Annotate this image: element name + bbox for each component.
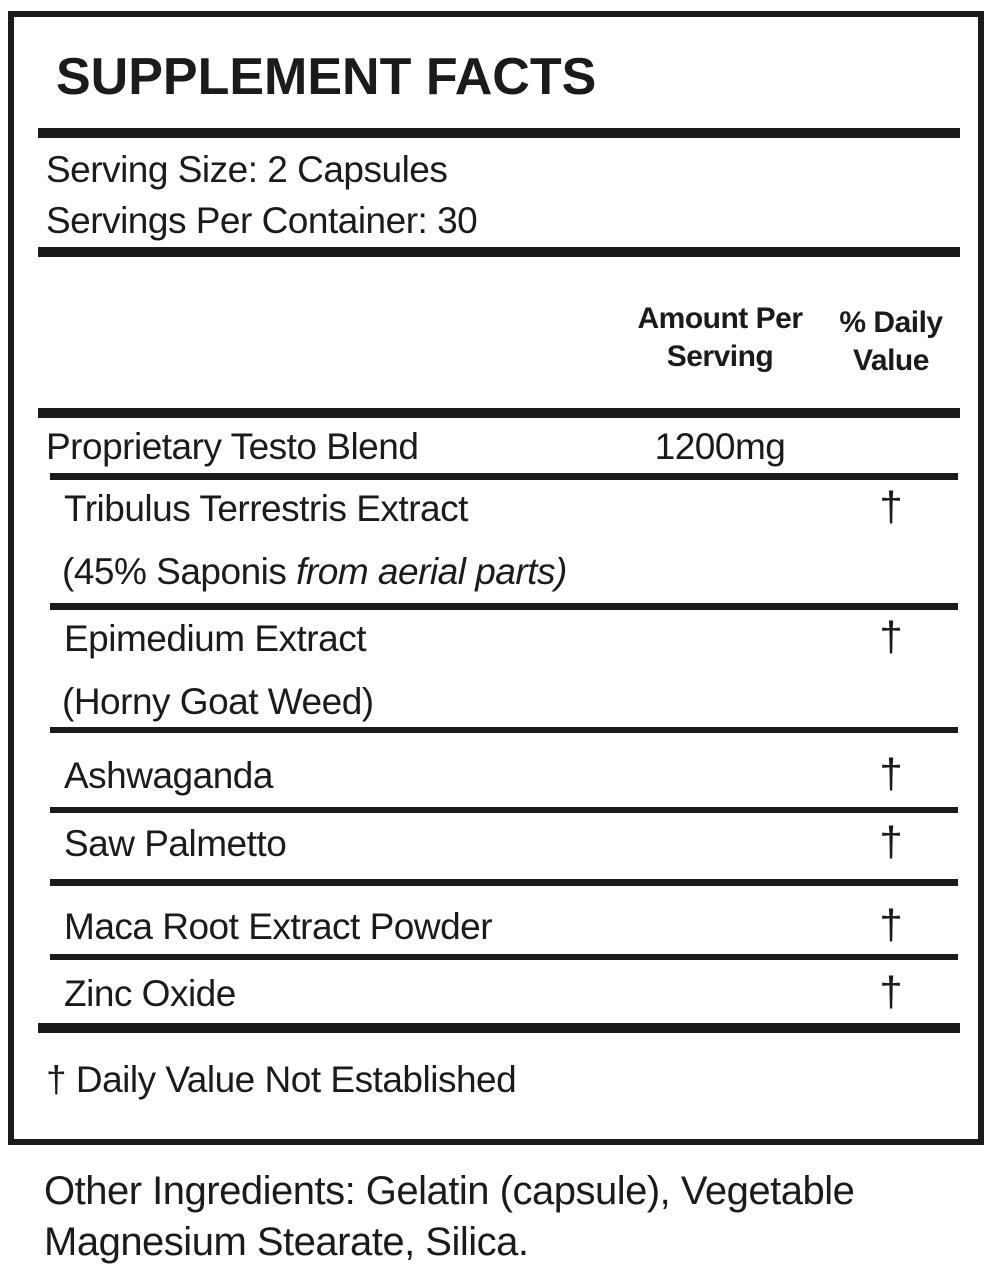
ingredient-subtext-tribulus-italic: from aerial parts) — [296, 551, 567, 592]
divider-thick-under-title — [38, 128, 960, 138]
supplement-facts-panel — [8, 11, 984, 1145]
divider-thin-4 — [50, 807, 958, 813]
daily-value-footnote: † Daily Value Not Established — [46, 1059, 517, 1100]
divider-thin-1 — [50, 473, 958, 480]
divider-thick-above-footnote — [38, 1023, 960, 1033]
blend-name: Proprietary Testo Blend — [46, 426, 419, 467]
ingredient-name-saw-palmetto: Saw Palmetto — [64, 823, 287, 864]
ingredient-subtext-epimedium: (Horny Goat Weed) — [62, 681, 374, 722]
ingredient-name-zinc-oxide: Zinc Oxide — [64, 973, 236, 1014]
ingredient-dv-epimedium: † — [879, 613, 903, 660]
ingredient-dv-saw-palmetto: † — [879, 818, 903, 865]
panel-title: SUPPLEMENT FACTS — [56, 48, 597, 106]
blend-amount: 1200mg — [654, 426, 786, 467]
column-header-dv-line2: Value — [853, 344, 929, 377]
ingredient-name-epimedium: Epimedium Extract — [64, 618, 366, 659]
column-header-dv-line1: % Daily — [839, 306, 943, 339]
divider-thin-2 — [50, 603, 958, 610]
other-ingredients-text — [44, 1166, 984, 1268]
ingredient-dv-maca-root: † — [879, 901, 903, 948]
serving-size-text: Serving Size: 2 Capsules — [46, 149, 448, 190]
servings-per-container-text: Servings Per Container: 30 — [46, 200, 478, 241]
other-ingredients-line2: Magnesium Stearate, Silica. — [44, 1220, 529, 1264]
ingredient-subtext-tribulus — [62, 550, 567, 594]
ingredient-name-ashwaganda: Ashwaganda — [64, 755, 273, 796]
ingredient-name-maca-root: Maca Root Extract Powder — [64, 906, 493, 947]
other-ingredients-line1: Other Ingredients: Gelatin (capsule), Vegetable — [44, 1169, 855, 1213]
divider-thick-under-serving — [38, 247, 960, 257]
divider-thin-6 — [50, 954, 958, 960]
divider-thin-3 — [50, 727, 958, 733]
ingredient-dv-ashwaganda: † — [879, 750, 903, 797]
ingredient-dv-tribulus: † — [879, 483, 903, 530]
ingredient-name-tribulus: Tribulus Terrestris Extract — [64, 488, 468, 529]
divider-thick-under-headers — [38, 408, 960, 418]
ingredient-subtext-tribulus-normal: (45% Saponis — [62, 551, 297, 592]
divider-thin-5 — [50, 879, 958, 886]
ingredient-dv-zinc-oxide: † — [879, 968, 903, 1015]
column-header-amount-line2: Serving — [666, 340, 774, 373]
column-header-amount-line1: Amount Per — [637, 302, 803, 335]
column-header-daily-value — [791, 304, 991, 380]
